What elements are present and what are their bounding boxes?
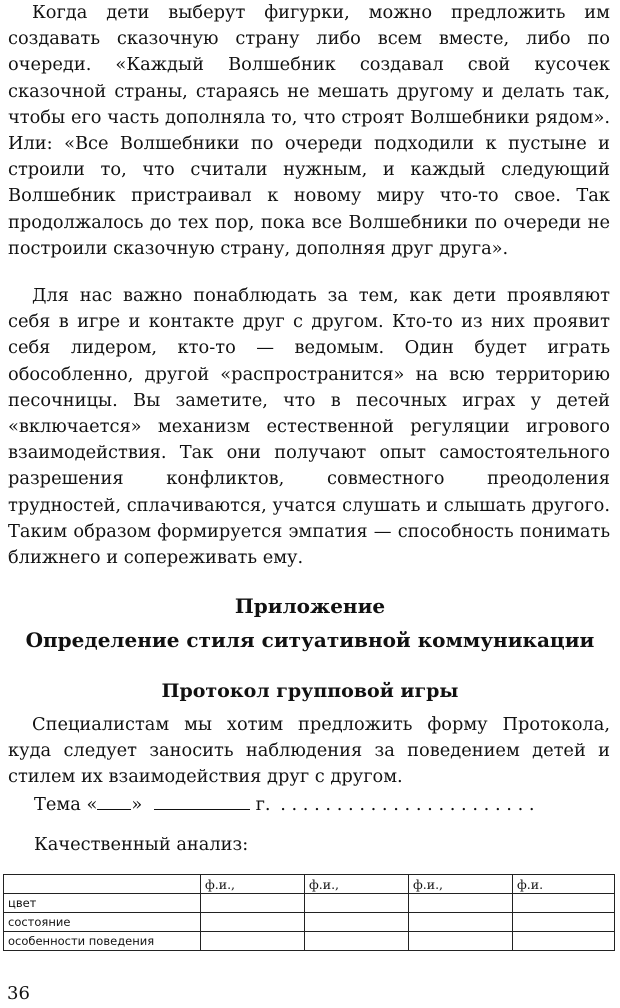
page-number: 36 bbox=[7, 983, 30, 1004]
table-cell bbox=[305, 894, 409, 913]
protocol-title: Протокол групповой игры bbox=[161, 680, 459, 702]
table-cell bbox=[513, 913, 615, 932]
theme-blank-long bbox=[154, 793, 250, 810]
theme-blank-short bbox=[97, 793, 131, 810]
theme-line bbox=[34, 792, 535, 818]
table-header-cell: ф.и., bbox=[409, 875, 513, 894]
table-cell bbox=[305, 932, 409, 951]
table-cell bbox=[201, 913, 305, 932]
table-header-cell: ф.и., bbox=[305, 875, 409, 894]
table-cell bbox=[409, 932, 513, 951]
paragraph-1: Когда дети выберут фигурки, можно предложить им создавать сказочную страну либо всем вместе, либо по очереди. «Каждый Волшебник создавал свой кусочек сказочной страны, стараясь не мешать другому и делать так, чтобы его часть дополняла то, что строят Волшебники рядом». Или: «Все Волшебники по очереди подходили к пустыне и строили то, что считали нужным, и каждый следующий Волшебник пристраивал к новому миру что-то свое. Так продолжалось до тех пор, пока все Волшебники по очереди не построили сказочную страну, дополняя друг друга». bbox=[8, 2, 610, 259]
table-row bbox=[4, 913, 615, 932]
table-cell bbox=[513, 932, 615, 951]
paragraph-2: Для нас важно понаблюдать за тем, как дети проявляют себя в игре и контакте друг с другом. Кто-то из них проявит себя лидером, кто-то — ведомым. Один будет играть обособленно, другой «распространится» на всю территорию песочницы. Вы заметите, что в песочных играх у детей «включается» механизм естественной регуляции игрового взаимодействия. Так они получают опыт самостоятельного разрешения конфликтов, совместного преодоления трудностей, сплачиваются, учатся слушать и слышать другого. Таким образом формируется эмпатия — способность понимать ближнего и сопереживать ему. bbox=[8, 285, 610, 569]
table-cell bbox=[409, 913, 513, 932]
table-cell bbox=[201, 894, 305, 913]
appendix-title: Приложение bbox=[234, 594, 386, 618]
protocol-intro: Специалистам мы хотим предложить форму Протокола, куда следует заносить наблюдения за поведением детей и стилем их взаимодействия друг с другом. bbox=[8, 714, 610, 788]
analysis-label: Качественный анализ: bbox=[34, 834, 249, 855]
table-cell bbox=[201, 932, 305, 951]
appendix-subtitle: Определение стиля ситуативной коммуникации bbox=[25, 628, 595, 652]
table-cell bbox=[513, 894, 615, 913]
table-row bbox=[4, 932, 615, 951]
row-label: цвет bbox=[4, 894, 201, 913]
table-header-cell bbox=[4, 875, 201, 894]
protocol-table bbox=[3, 874, 615, 951]
table-row bbox=[4, 894, 615, 913]
table-cell bbox=[409, 894, 513, 913]
theme-mid: » bbox=[131, 794, 143, 815]
table-header-cell: ф.и., bbox=[201, 875, 305, 894]
theme-prefix: Тема « bbox=[34, 794, 98, 815]
row-label: состояние bbox=[4, 913, 201, 932]
theme-dots: . . . . . . . . . . . . . . . . . . . . . . . bbox=[280, 794, 535, 815]
table-header-cell: ф.и. bbox=[513, 875, 615, 894]
table-header-row bbox=[4, 875, 615, 894]
theme-year: г. bbox=[255, 794, 271, 815]
table-cell bbox=[305, 913, 409, 932]
row-label: особенности поведения bbox=[4, 932, 201, 951]
